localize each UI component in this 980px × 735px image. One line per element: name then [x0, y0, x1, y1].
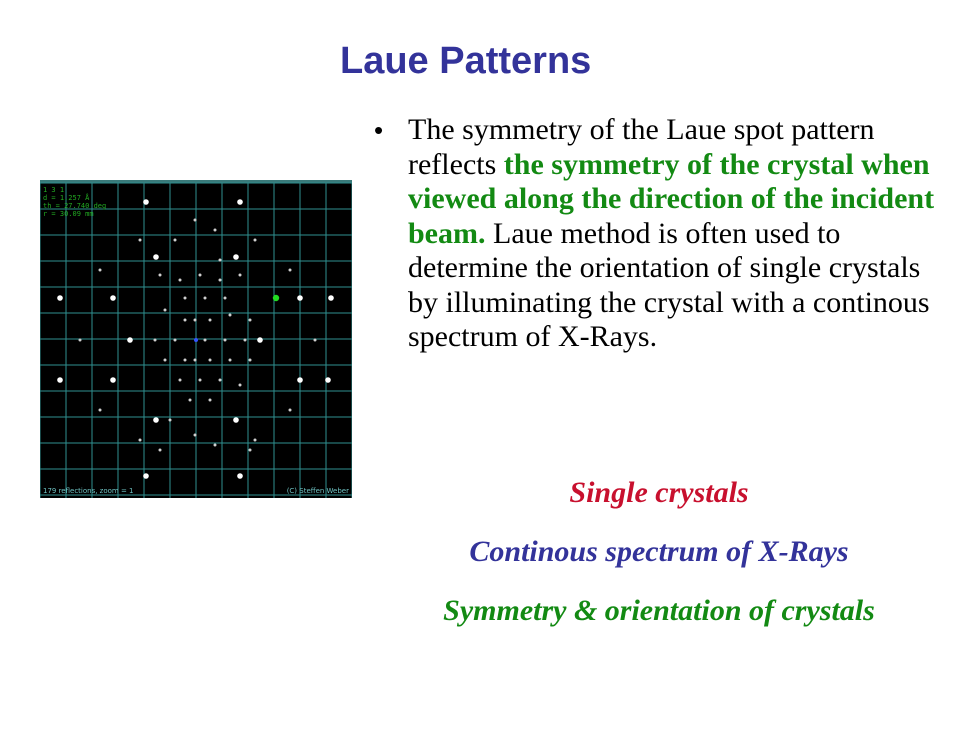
selected-spot [273, 295, 279, 301]
diffraction-spot [179, 279, 182, 282]
diffraction-spot [159, 449, 162, 452]
diffraction-spot [174, 339, 177, 342]
diffraction-spot [139, 239, 142, 242]
diffraction-spot [254, 439, 257, 442]
bullet-dot: • [374, 115, 384, 145]
diffraction-spot [314, 339, 317, 342]
laue-pattern-image [40, 180, 352, 498]
diffraction-spot [184, 297, 187, 300]
diffraction-spot [194, 219, 197, 222]
diffraction-spot [289, 269, 292, 272]
diffraction-spot [214, 444, 217, 447]
bullet-text-after: Laue method is often used to determine the orientation of single crystals by illuminating the crystal with a continous spectrum of X-Rays. [408, 216, 930, 353]
diffraction-spot [249, 359, 252, 362]
diffraction-spot [110, 295, 116, 301]
diffraction-spot [154, 339, 157, 342]
diffraction-spot [239, 384, 242, 387]
diffraction-spot [219, 379, 222, 382]
subtitle-single-crystals: Single crystals [569, 476, 749, 509]
diffraction-spot [110, 377, 116, 383]
diffraction-spot [219, 279, 222, 282]
diffraction-spot [194, 319, 197, 322]
overlay-line-2: d = 1.257 Å [43, 194, 90, 202]
diffraction-spot [194, 359, 197, 362]
diffraction-spot [214, 229, 217, 232]
diffraction-spot [169, 419, 172, 422]
diffraction-spot [184, 319, 187, 322]
diffraction-spot [159, 274, 162, 277]
diffraction-spot [174, 239, 177, 242]
diffraction-spot [249, 319, 252, 322]
diffraction-spot [153, 417, 159, 423]
diffraction-spot [289, 409, 292, 412]
diffraction-spot [99, 269, 102, 272]
diffraction-spot [143, 199, 149, 205]
diffraction-spot [229, 359, 232, 362]
diffraction-spot [237, 199, 243, 205]
diffraction-spot [199, 379, 202, 382]
bullet-highlight: the symmetry of the crystal when viewed along the direction of the incident beam. [408, 147, 935, 250]
diffraction-spot [328, 295, 334, 301]
diffraction-spot [199, 274, 202, 277]
diffraction-spot [254, 239, 257, 242]
diffraction-spot [184, 359, 187, 362]
diffraction-spot [224, 297, 227, 300]
diffraction-spot [229, 314, 232, 317]
diffraction-spot [143, 473, 149, 479]
diffraction-spot [127, 337, 133, 343]
diffraction-spot [237, 473, 243, 479]
diffraction-spot [164, 359, 167, 362]
status-right: (C) Steffen Weber [286, 487, 349, 495]
subtitle-continous-spectrum: Continous spectrum of X-Rays [469, 535, 849, 568]
overlay-line-3: th = 27.740 deg [43, 202, 107, 210]
diffraction-spot [99, 409, 102, 412]
bullet-text [408, 113, 944, 355]
diffraction-spot [219, 259, 222, 262]
diffraction-spot [79, 339, 82, 342]
slide-title: Laue Patterns [340, 40, 592, 82]
diffraction-spot [257, 337, 263, 343]
status-left: 179 reflections, zoom = 1 [43, 487, 134, 495]
diffraction-spot [204, 339, 207, 342]
diffraction-spot [224, 339, 227, 342]
diffraction-spot [194, 434, 197, 437]
diffraction-spot [209, 319, 212, 322]
diffraction-spot [297, 377, 303, 383]
diffraction-spot [249, 449, 252, 452]
diffraction-spot [189, 399, 192, 402]
subtitle-symmetry-orientation: Symmetry & orientation of crystals [443, 594, 875, 627]
diffraction-spot [244, 339, 247, 342]
diffraction-spot [233, 254, 239, 260]
diffraction-spot [239, 274, 242, 277]
diffraction-spot [179, 379, 182, 382]
diffraction-spot [57, 295, 63, 301]
diffraction-spot [297, 295, 303, 301]
diffraction-spot [209, 399, 212, 402]
diffraction-spot [204, 297, 207, 300]
bullet-text-before: The symmetry of the Laue spot pattern reflects [408, 113, 875, 181]
overlay-line-4: r = 30.09 mm [43, 210, 94, 218]
diffraction-spot [233, 417, 239, 423]
diffraction-spot [164, 309, 167, 312]
diffraction-spot [153, 254, 159, 260]
bullet-paragraph [374, 113, 944, 355]
beam-center-marker [194, 338, 198, 342]
diffraction-spot [209, 359, 212, 362]
diffraction-spot [325, 377, 331, 383]
overlay-line-1: 1 3 1 [43, 186, 65, 194]
diffraction-spot [57, 377, 63, 383]
diffraction-spot [139, 439, 142, 442]
